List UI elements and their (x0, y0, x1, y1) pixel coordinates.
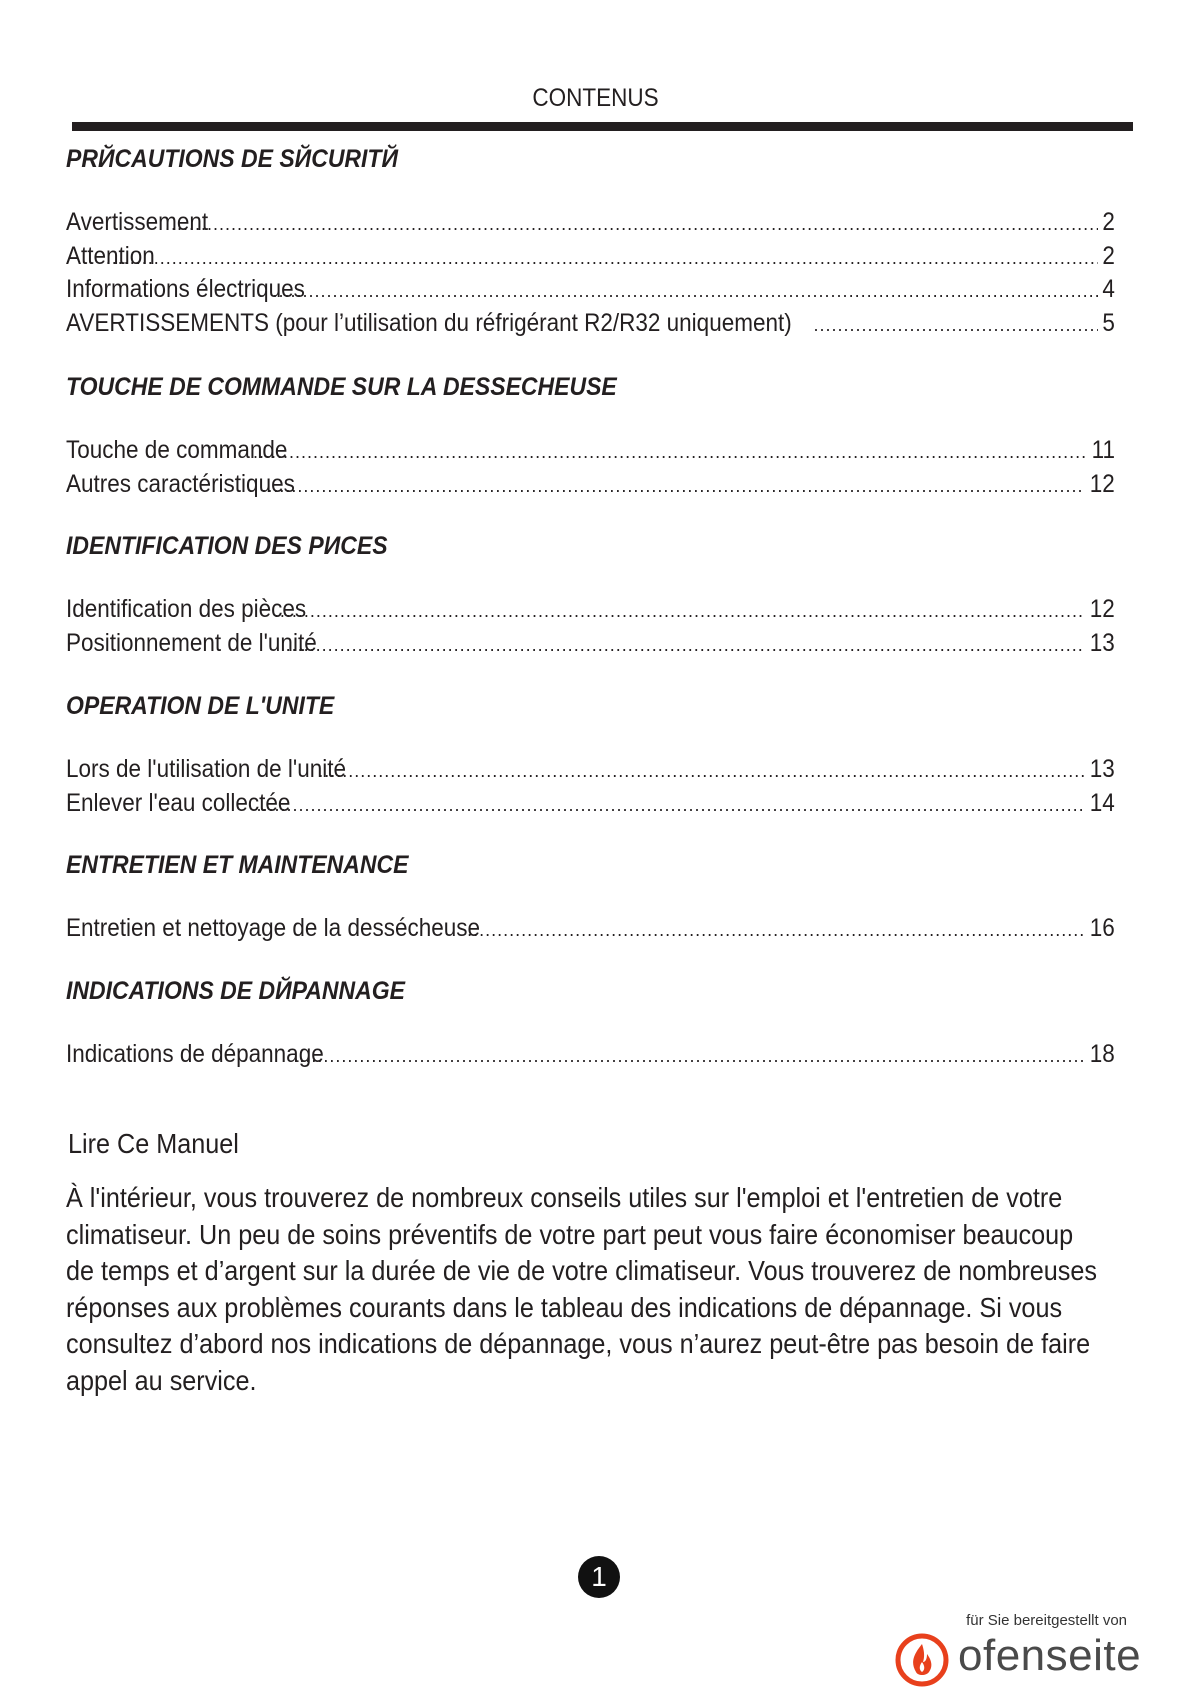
section-title: TOUCHE DE COMMANDE SUR LA DESSECHEUSE (66, 373, 617, 401)
toc-entry-label: Lors de l'utilisation de l'unité (66, 755, 347, 783)
toc-entry-page: 13 (1089, 755, 1115, 783)
toc-section-controls (66, 370, 1115, 501)
toc-entry-label: Touche de commande (66, 436, 288, 464)
brand-badge[interactable] (894, 1628, 1142, 1686)
toc-entry-label: Indications de dépannage (66, 1040, 324, 1068)
toc-entry-page: 4 (1102, 275, 1115, 303)
toc-entry-page: 11 (1091, 436, 1115, 464)
toc-entry[interactable] (66, 434, 1115, 468)
section-title: INDICATIONS DE DЙPANNAGE (66, 977, 405, 1005)
toc-entry-label: Attention (66, 241, 155, 270)
dot-leader (272, 275, 1098, 309)
toc-entry-page: 5 (1102, 308, 1115, 337)
toc-entry[interactable] (66, 753, 1115, 787)
section-title: PRЙCAUTIONS DE SЙCURITЙ (66, 145, 399, 173)
toc-entry-page: 12 (1089, 469, 1115, 498)
toc-section-safety (66, 142, 1115, 340)
dot-leader (253, 436, 1086, 470)
toc-entry-page: 13 (1089, 628, 1115, 657)
dot-leader (293, 1040, 1084, 1074)
flame-logo-icon (894, 1632, 950, 1688)
toc-entry[interactable] (66, 307, 1115, 341)
dot-leader (165, 208, 1098, 242)
section-title: IDENTIFICATION DES PИCES (66, 532, 388, 560)
toc-section-operation (66, 689, 1115, 820)
section-title: OPERATION DE L'UNITE (66, 692, 335, 720)
toc-entry-page: 14 (1089, 788, 1115, 817)
dot-leader (813, 309, 1098, 343)
toc-entry[interactable] (66, 273, 1115, 307)
toc-entry-label: Informations électriques (66, 275, 305, 303)
toc-section-troubleshooting (66, 974, 1115, 1072)
toc-entry[interactable] (66, 206, 1115, 240)
toc-entry[interactable] (66, 593, 1115, 627)
dot-leader (318, 755, 1084, 789)
toc-entry-page: 16 (1089, 914, 1115, 942)
toc-entry-label: Entretien et nettoyage de la desséchеuse (66, 914, 481, 942)
toc-entry[interactable] (66, 240, 1115, 274)
toc-entry-label: Identification des pièces (66, 595, 307, 623)
toc-entry-label: Autres caractéristiques (66, 469, 295, 498)
credit-text: für Sie bereitgestellt von (966, 1612, 1127, 1629)
toc-section-maintenance (66, 848, 1115, 946)
toc-entry[interactable] (66, 912, 1115, 946)
title-divider (72, 122, 1133, 131)
dot-leader (106, 242, 1098, 276)
brand-name: ofenseite (958, 1631, 1142, 1680)
section-title: ENTRETIEN ET MAINTENANCE (66, 851, 409, 879)
toc-entry-page: 2 (1102, 208, 1115, 236)
toc-section-parts (66, 529, 1115, 660)
toc-entry-page: 12 (1089, 595, 1115, 623)
toc-entry[interactable] (66, 1038, 1115, 1072)
toc-entry-label: Avertissement (66, 208, 209, 236)
toc-entry-page: 2 (1102, 241, 1115, 270)
manual-heading: Lire Ce Manuel (68, 1128, 239, 1159)
toc-entry-label: Positionnement de l'unité (66, 628, 317, 657)
dot-leader (286, 629, 1085, 663)
toc-entry-label: Enlever l'eau collectée (66, 788, 291, 817)
toc-entry-page: 18 (1089, 1040, 1115, 1068)
manual-body-paragraph: À l'intérieur, vous trouverez de nombreux conseils utiles sur l'emploi et l'entretien de votre climatiseur. Un peu de soins préventifs de votre part peut vous faire économiser beaucoup de temps et d’argent sur la durée de vie de votre climatiseur. Vous trouverez de nombreuses réponses aux problèmes courants dans le tableau des indications de dépannage. Si vous consultez d’abord nos indications de dépannage, vous n’aurez peut-être pas besoin de faire appel au service. (66, 1182, 1097, 1396)
toc-entry-label: AVERTISSEMENTS (pour l’utilisation du réfrigérant R2/R32 uniquement) (66, 308, 792, 337)
page-title: CONTENUS (532, 84, 659, 112)
dot-leader (256, 789, 1084, 823)
toc-entry[interactable] (66, 787, 1115, 821)
page-number: 1 (578, 1556, 620, 1598)
dot-leader (261, 470, 1084, 504)
toc-entry[interactable] (66, 468, 1115, 502)
dot-leader (467, 914, 1084, 948)
toc-entry[interactable] (66, 627, 1115, 661)
dot-leader (274, 595, 1084, 629)
